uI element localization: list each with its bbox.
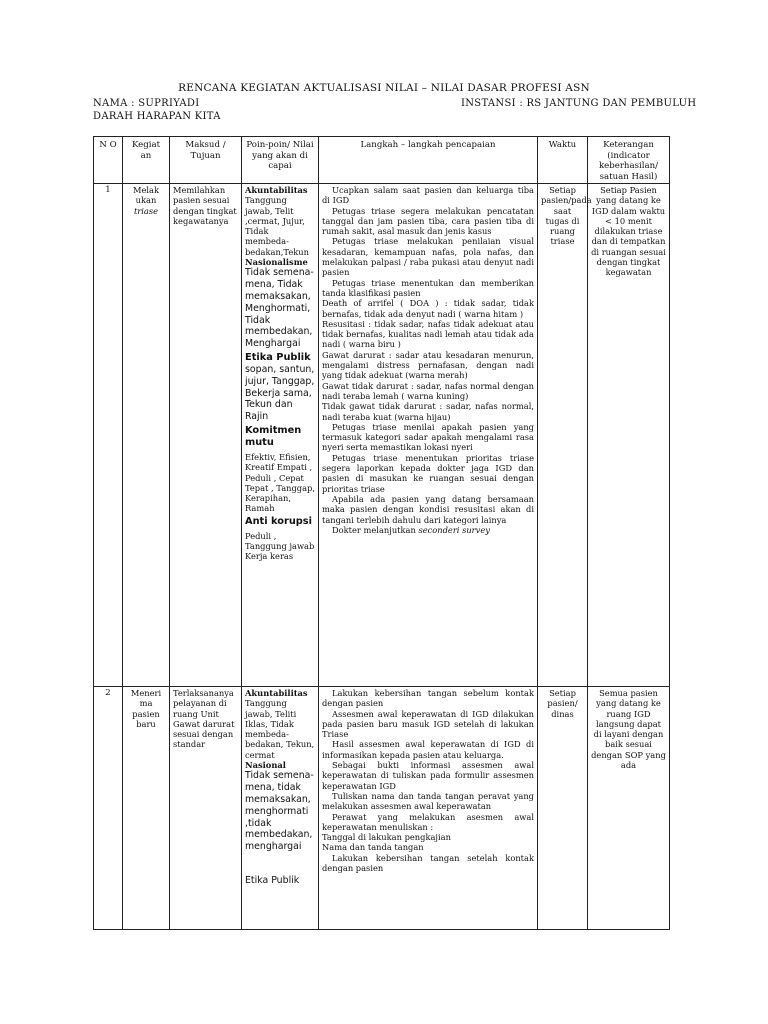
row-maksud: Memilahkan pasien sesuai dengan tingkat kegawatanya (170, 184, 242, 687)
langkah-step: Lakukan kebersihan tangan sebelum kontak dengan pasien (322, 688, 534, 709)
header-maksud: Maksud / Tujuan (170, 137, 242, 184)
header-poin: Poin-poin/ Nilai yang akan di capai (242, 137, 319, 184)
langkah-step: Hasil assesmen awal keperawatan di IGD di informasikan kepada pasien atau keluarga. (322, 739, 534, 760)
langkah-last-text: Dokter melanjutkan (332, 524, 419, 535)
poin-text: Tidak semena-mena, Tidak memaksakan, Menghormati, Tidak membedakan, Menghargai (245, 267, 314, 350)
langkah-step (322, 525, 534, 535)
langkah-step: Sebagai bukti informasi assesmen awal keperawatan di tuliskan pada formulir assesmen keperawatan IGD (322, 760, 534, 791)
langkah-step: Apabila ada pasien yang datang bersamaan maka pasien dengan kondisi resusitasi akan di tangani terlebih dahulu dari kategori lainya (322, 493, 534, 525)
row-kegiatan: Meneri ma pasien baru (123, 687, 170, 930)
langkah-step: Ucapkan salam saat pasien dan keluarga tiba di IGD (322, 185, 534, 206)
langkah-step: Perawat yang melakukan asesmen awal keperawatan menuliskan : (322, 811, 534, 832)
poin-text: sopan, santun, jujur, Tanggap, Bekerja sama, Tekun dan Rajin (245, 363, 315, 423)
table-row (94, 184, 670, 687)
langkah-step: Petugas triase menentukan dan memberikan tanda klasifikasi pasien (322, 277, 534, 298)
row-poin (242, 687, 319, 930)
langkah-step: Tidak gawat tidak darurat : sadar, nafas normal, nadi teraba kuat (warna hijau) (322, 401, 534, 422)
row-maksud: Terlaksananya pelayanan di ruang Unit Gawat darurat sesuai dengan standar (170, 687, 242, 930)
row-keterangan: Setiap Pasien yang datang ke IGD dalam waktu < 10 menit dilakukan triase dan di tempatkan di ruangan sesuai dengan tingkat kegawatan (588, 184, 670, 687)
langkah-step: Gawat tidak darurat : sadar, nafas normal dengan nadi teraba lemah ( warna kuning) (322, 380, 534, 401)
row-number: 1 (94, 184, 123, 687)
nama-field: NAMA : SUPRIYADI (93, 98, 200, 109)
poin-heading: Akuntabilitas (245, 688, 308, 698)
poin-text: Tanggung jawab, Teliti Iklas, Tidak membeda-bedakan, Tekun, cermat (245, 698, 315, 760)
poin-heading: Anti korupsi (245, 515, 312, 527)
row-waktu: Setiap pasien/pada saat tugas di ruang triase (538, 184, 588, 687)
row-kegiatan (123, 184, 170, 687)
poin-heading: Nasional (245, 760, 286, 771)
row-keterangan: Semua pasien yang datang ke ruang IGD langsung dapat di layani dengan baik sesuai dengan SOP yang ada (588, 687, 670, 930)
document-title: RENCANA KEGIATAN AKTUALISASI NILAI – NILAI DASAR PROFESI ASN (178, 82, 590, 94)
poin-heading: Etika Publik (245, 351, 311, 363)
kegiatan-text-italic: triase (133, 205, 159, 216)
header-kegiatan: Kegiat an (123, 137, 170, 184)
poin-heading: Komitmen mutu (245, 424, 302, 448)
langkah-step: Petugas triase melakukan penilaian visual kesadaran, kemampuan nafas, pola nafas, dan melakukan palpasi / raba pukasi atau denyut nadi pasien (322, 236, 534, 278)
poin-text: Tanggung jawab, Telit ,cermat, Jujur, Tidak membeda-bedakan,Tekun (245, 195, 309, 257)
langkah-step: Petugas triase segera melakukan pencatatan tanggal dan jam pasien tiba, cara pasien tiba di rumah sakit, asal masuk dan jenis kasus (322, 205, 534, 237)
langkah-step: Gawat darurat : sadar atau kesadaran menurun, mengalami distress pernafasan, dengan nadi yang tidak adekuat (warna merah) (322, 349, 534, 381)
langkah-step: Nama dan tanda tangan (322, 842, 424, 853)
langkah-step: Tanggal di lakukan pengkajian (322, 832, 451, 843)
poin-heading: Akuntabilitas (245, 185, 308, 195)
langkah-last-italic: seconderi survey (418, 524, 490, 535)
poin-text: Peduli , Tanggung jawab Kerja keras (245, 530, 315, 562)
row-waktu: Setiap pasien/ dinas (538, 687, 588, 930)
poin-text: Efektiv, Efisien, Kreatif Empati , Peduli , Cepat Tepat , Tanggap, Kerapihan, Ramah (245, 451, 316, 514)
kegiatan-text: Melak ukan (132, 185, 160, 206)
instansi-continued: DARAH HARAPAN KITA (93, 111, 221, 122)
table-header-row (94, 137, 670, 184)
langkah-step: Petugas triase menentukan prioritas triase segera laporkan kepada dokter jaga IGD dan pasien di masukan ke ruangan sesuai dengan prioritas triase (322, 452, 534, 494)
poin-heading: Etika Publik (245, 874, 300, 886)
row-poin (242, 184, 319, 687)
header-no: N O (94, 137, 123, 184)
langkah-step: Petugas triase menilai apakah pasien yang termasuk kategori sadar apakah mengalami rasa nyeri serta memastikan lokasi nyeri (322, 421, 534, 453)
langkah-step: Resusitasi : tidak sadar, nafas tidak adekuat atau tidak bernafas, kualitas nadi lemah atau tidak ada nadi ( warna biru ) (322, 318, 534, 350)
langkah-step: Tuliskan nama dan tanda tangan peravat yang melakukan assesmen awal keperawatan (322, 790, 534, 812)
row-langkah (319, 184, 538, 687)
header-waktu: Waktu (538, 137, 588, 184)
langkah-step: Assesmen awal keperawatan di IGD dilakukan pada pasien baru masuk IGD setelah di lakukan Triase (322, 708, 534, 740)
header-langkah: Langkah – langkah pencapaian (319, 137, 538, 184)
row-langkah (319, 687, 538, 930)
langkah-step: Lakukan kebersihan tangan setelah kontak dengan pasien (322, 852, 534, 874)
langkah-step: Death of arrifel ( DOA ) : tidak sadar, tidak bernafas, tidak ada denyut nadi ( warna hitam ) (322, 298, 534, 319)
row-number: 2 (94, 687, 123, 930)
header-keterangan: Keterangan (indicator keberhasilan/ satuan Hasil) (588, 137, 670, 184)
activity-table (93, 136, 670, 930)
poin-text: Tidak semena-mena, tidak memaksakan, menghormati ,tidak membedakan, menghargai (245, 770, 314, 853)
instansi-field: INSTANSI : RS JANTUNG DAN PEMBULUH (461, 98, 697, 109)
poin-heading: Nasionalisme (245, 257, 308, 268)
table-row (94, 687, 670, 930)
